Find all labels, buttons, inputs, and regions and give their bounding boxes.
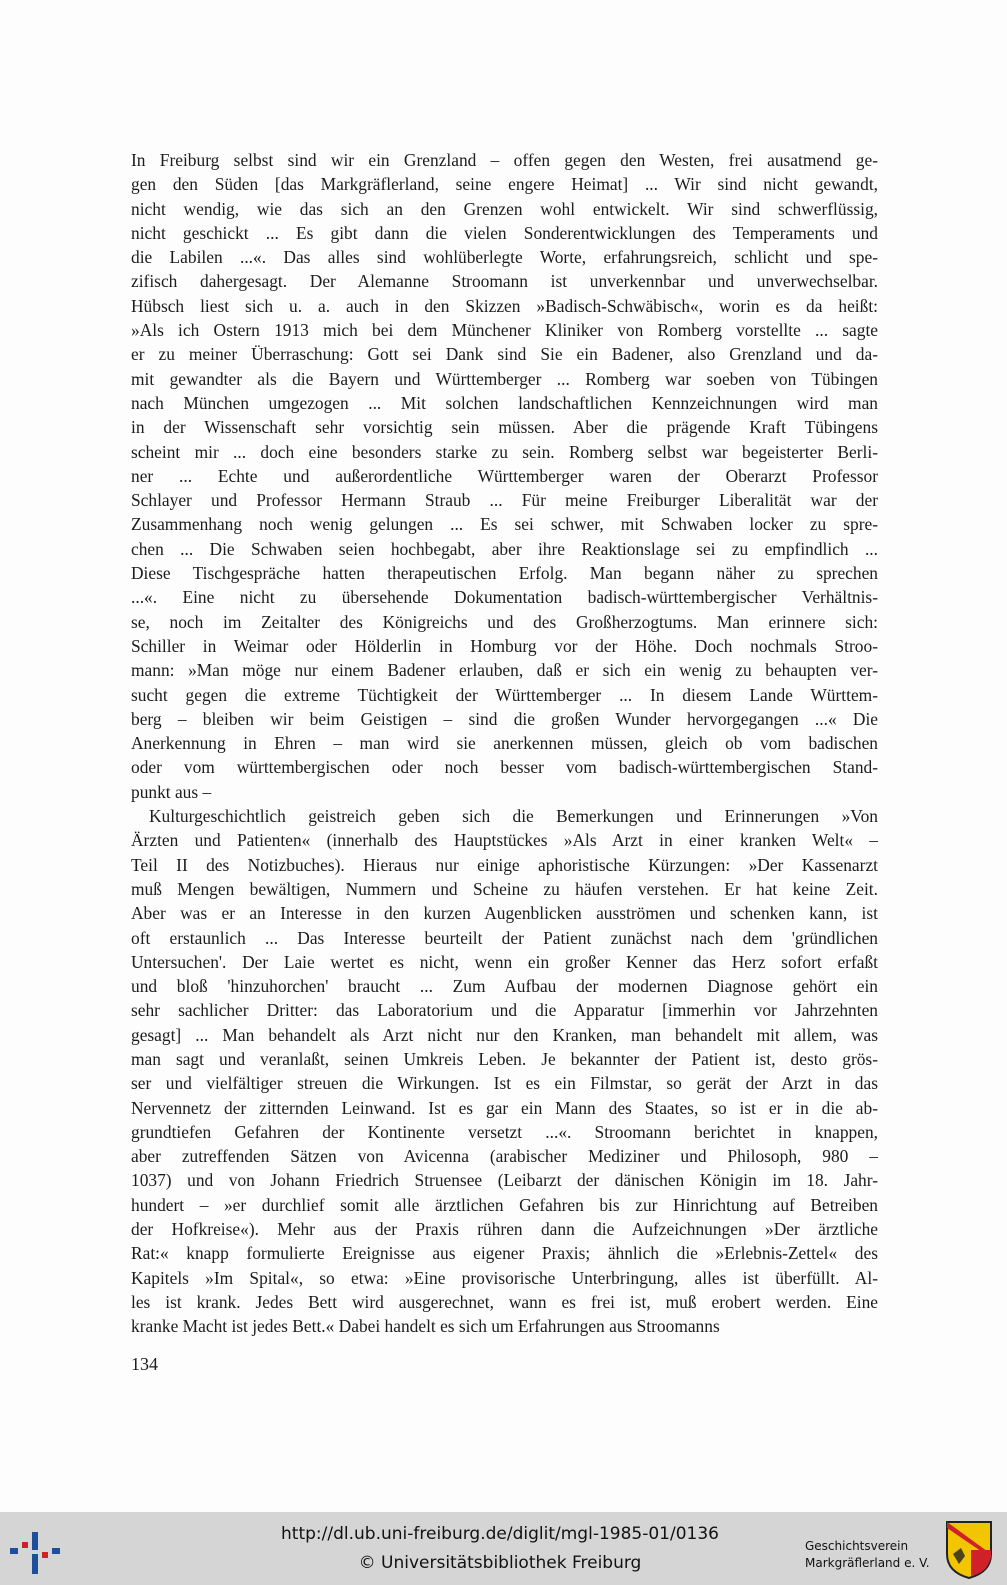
text-line: gesagt] ... Man behandelt als Arzt nicht nur den Kranken, man behandelt mit allem, was <box>131 1024 878 1045</box>
text-line: in der Wissenschaft sehr vorsichtig sein müssen. Aber die prägende Kraft Tübingens <box>131 417 878 438</box>
text-line: Zusammenhang noch wenig gelungen ... Es sei schwer, mit Schwaben locker zu spre- <box>131 514 878 535</box>
text-line: mann: »Man möge nur einem Badener erlauben, daß er sich ein wenig zu behaupten ver- <box>131 660 878 681</box>
text-line: oder vom württembergischen oder noch besser vom badisch-württembergischen Stand- <box>131 757 878 778</box>
text-line: Diese Tischgespräche hatten therapeutischen Erfolg. Man begann näher zu sprechen <box>131 563 878 584</box>
text-line: sucht gegen die extreme Tüchtigkeit der Württemberger ... In diesem Lande Württem- <box>131 684 878 705</box>
footer-bar <box>0 1512 1007 1585</box>
society-line-1: Geschichtsverein <box>805 1539 909 1553</box>
text-line: ser und vielfältiger streuen die Wirkungen. Ist es ein Filmstar, so gerät der Arzt in das <box>131 1073 878 1094</box>
text-line: Nervennetz der zitternden Leinwand. Ist es gar ein Mann des Staates, so ist er in die ab- <box>131 1097 878 1118</box>
text-line: Hübsch liest sich u. a. auch in den Skizzen »Badisch-Schwäbisch«, worin es da heißt: <box>131 295 878 316</box>
text-line: nach München umgezogen ... Mit solchen landschaftlichen Kennzeichnungen wird man <box>131 392 878 413</box>
society-line-2: Markgräflerland e. V. <box>805 1556 930 1570</box>
text-line: und bloß 'hinzuhorchen' braucht ... Zum Aufbau der modernen Diagnose gehört ein <box>131 976 878 997</box>
text-line: Kulturgeschichtlich geistreich geben sich die Bemerkungen und Erinnerungen »Von <box>149 806 878 827</box>
text-line: Aber was er an Interesse in den kurzen Augenblicken ausströmen und schenken kann, ist <box>131 903 878 924</box>
text-line: hundert – »er durchlief somit alle ärztlichen Gefahren bis zur Hinrichtung auf Betreiben <box>131 1194 878 1215</box>
text-line: grundtiefen Gefahren der Kontinente versetzt ...«. Stroomann berichtet in knappen, <box>131 1121 878 1142</box>
copyright-text: © Universitätsbibliothek Freiburg <box>358 1553 642 1573</box>
text-line: Teil II des Notizbuches). Hieraus nur einige aphoristische Kürzungen: »Der Kassenarzt <box>131 854 878 875</box>
document-url-link[interactable]: http://dl.ub.uni-freiburg.de/diglit/mgl-1985-01/0136 <box>281 1524 719 1544</box>
text-line: Kapitels »Im Spital«, so etwa: »Eine provisorische Unterbringung, alles ist überfüllt. Al- <box>131 1267 878 1288</box>
text-line: aber zutreffenden Sätzen von Avicenna (arabischer Mediziner und Philosoph, 980 – <box>131 1146 878 1167</box>
text-line: 1037) und von Johann Friedrich Struensee (Leibarzt der dänischen Königin im 18. Jahr- <box>131 1170 878 1191</box>
text-line: Ärzten und Patienten« (innerhalb des Hauptstückes »Als Arzt in einer kranken Welt« – <box>131 830 878 851</box>
ub-freiburg-logo-icon <box>8 1526 64 1576</box>
text-line: der Hofkreise«). Mehr aus der Praxis rühren dann die Aufzeichnungen »Der ärztliche <box>131 1219 878 1240</box>
text-line: In Freiburg selbst sind wir ein Grenzland – offen gegen den Westen, frei ausatmend ge- <box>131 150 878 170</box>
text-line: ner ... Echte und außerordentliche Württemberger waren der Oberarzt Professor <box>131 465 878 486</box>
text-line: Anerkennung in Ehren – man wird sie anerkennen müssen, gleich ob vom badischen <box>131 733 878 754</box>
text-line: Untersuchen'. Der Laie wertet es nicht, wenn ein großer Kenner das Herz sofort erfaßt <box>131 951 878 972</box>
body-text <box>131 148 878 1339</box>
text-line: Schlayer und Professor Hermann Straub ... Für meine Freiburger Liberalität war der <box>131 490 878 511</box>
text-line: zifisch dahergesagt. Der Alemanne Stroomann ist unverkennbar und unverwechselbar. <box>131 271 878 292</box>
text-line: nicht wendig, wie das sich an den Grenzen wohl entwickelt. Wir sind schwerflüssig, <box>131 198 878 219</box>
text-line: scheint mir ... doch eine besonders starke zu sein. Romberg selbst war begeisterter Berli- <box>131 441 878 462</box>
text-line: die Labilen ...«. Das alles sind wohlüberlegte Worte, erfahrungsreich, schlicht und spe- <box>131 247 878 268</box>
page-number: 134 <box>131 1354 158 1374</box>
text-line: ...«. Eine nicht zu übersehende Dokumentation badisch-württembergischer Verhältnis- <box>131 587 878 608</box>
text-line: Schiller in Weimar oder Hölderlin in Homburg vor der Höhe. Doch nochmals Stroo- <box>131 635 878 656</box>
text-line: oft erstaunlich ... Das Interesse beurteilt der Patient zunächst nach dem 'gründlichen <box>131 927 878 948</box>
coat-of-arms-icon <box>945 1520 993 1580</box>
text-line: berg – bleiben wir beim Geistigen – sind die großen Wunder hervorgegangen ...« Die <box>131 708 878 729</box>
text-line: er zu meiner Überraschung: Gott sei Dank sind Sie ein Badener, also Grenzland und da- <box>131 344 878 365</box>
text-line: chen ... Die Schwaben seien hochbegabt, aber ihre Reaktionslage sei zu empfindlich ... <box>131 538 878 559</box>
text-line: sehr sachlicher Dritter: das Laboratorium und die Apparatur [immerhin vor Jahrzehnten <box>131 1000 878 1021</box>
text-line: muß Mengen bewältigen, Nummern und Scheine zu häufen verstehen. Er hat keine Zeit. <box>131 878 878 899</box>
text-line: kranke Macht ist jedes Bett.« Dabei handelt es sich um Erfahrungen aus Stroomanns <box>131 1316 720 1337</box>
text-line: man sagt und veranlaßt, seinen Umkreis Leben. Je bekannter der Patient ist, desto grös- <box>131 1048 878 1069</box>
text-line: les ist krank. Jedes Bett wird ausgerechnet, wann es frei ist, muß erobert werden. Eine <box>131 1291 878 1312</box>
text-line: gen den Süden [das Markgräflerland, seine engere Heimat] ... Wir sind nicht gewandt, <box>131 174 878 195</box>
text-line: »Als ich Ostern 1913 mich bei dem Münchener Kliniker von Romberg vorstellte ... sagte <box>131 320 878 341</box>
text-line: Rat:« knapp formulierte Ereignisse aus eigener Praxis; ähnlich die »Erlebnis-Zettel« des <box>131 1243 878 1264</box>
text-line: nicht geschickt ... Es gibt dann die vielen Sonderentwicklungen des Temperaments und <box>131 222 878 243</box>
text-line: punkt aus – <box>131 781 212 802</box>
text-line: se, noch im Zeitalter des Königreichs und des Großherzogtums. Man erinnere sich: <box>131 611 878 632</box>
society-name <box>805 1538 930 1572</box>
text-line: mit gewandter als die Bayern und Württemberger ... Romberg war soeben von Tübingen <box>131 368 878 389</box>
